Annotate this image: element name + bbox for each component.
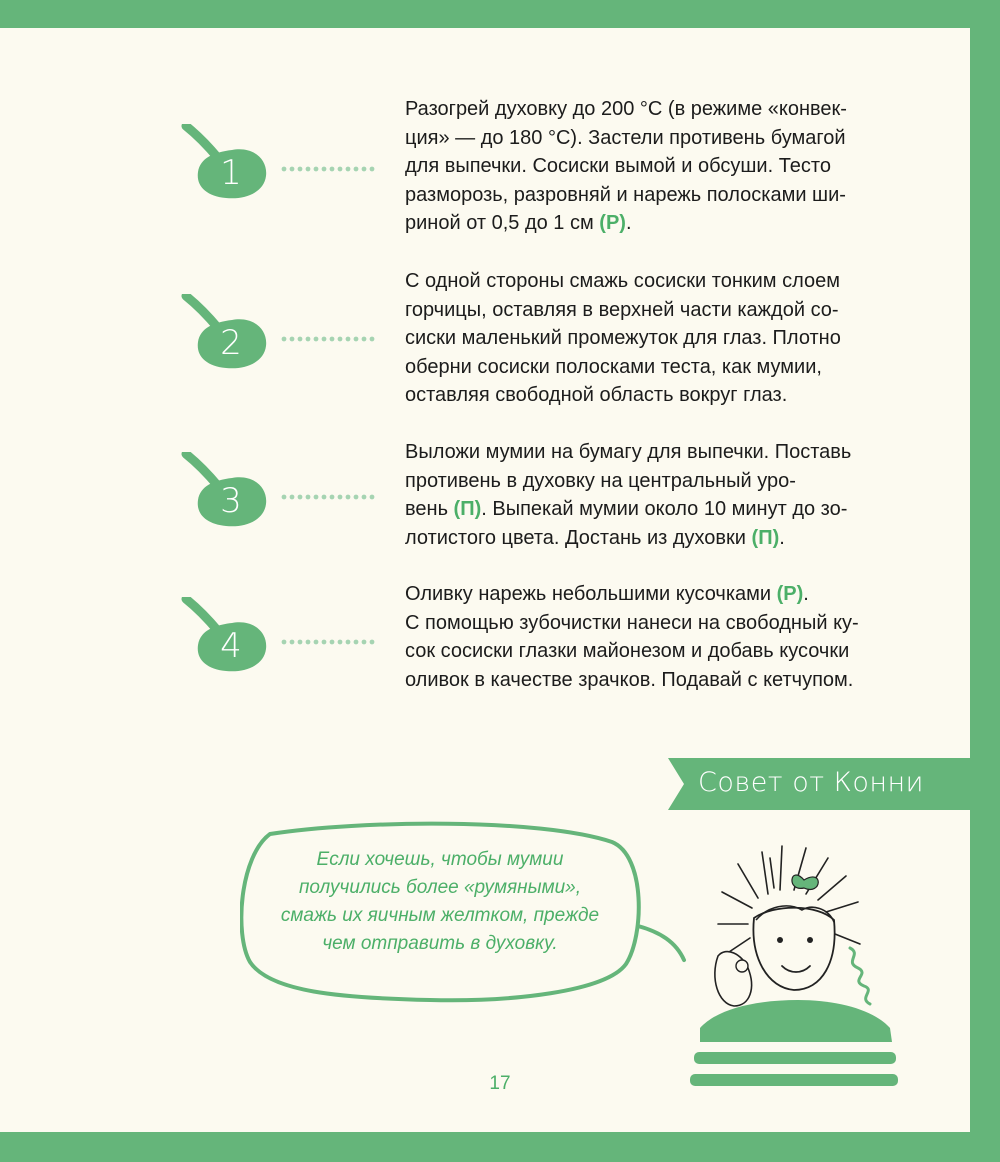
step-1-marker	[180, 124, 380, 214]
step-2-marker	[180, 294, 380, 384]
step-4-line: С помощью зубочистки нанеси на свободный ку-	[405, 611, 859, 634]
step-3-ref: (П)	[751, 526, 780, 549]
step-3-line: противень в духовку на центральный уро-	[405, 469, 796, 492]
tip-text	[250, 846, 630, 958]
step-4-number: 4	[220, 626, 242, 666]
step-3-line: вень	[405, 498, 454, 520]
step-1-line: риной от 0,5 до 1 см	[405, 212, 600, 234]
tip-title: Совет от Конни	[698, 767, 924, 798]
step-4-ref: (Р)	[776, 583, 804, 605]
step-1-line: Разогрей духовку до 200 °С (в режиме «конвек-	[405, 98, 847, 120]
step-2-text	[405, 267, 895, 410]
step-4-line: оливок в качестве зрачков. Подавай с кетчупом.	[405, 668, 854, 691]
tip-line: Если хочешь, чтобы мумии	[316, 849, 564, 870]
step-3-line-end: .	[779, 526, 785, 549]
step-3-ref: (П)	[453, 498, 482, 520]
step-2-line: горчицы, оставляя в верхней части каждой со-	[405, 298, 839, 321]
tip-speech-bubble	[240, 816, 690, 1016]
girl-illustration-icon	[678, 828, 918, 1098]
book-page	[0, 28, 970, 1132]
connie-illustration	[678, 828, 918, 1098]
step-2-line: оставляя свободной область вокруг глаз.	[405, 384, 788, 406]
step-2-line: сиски маленький промежуток для глаз. Плотно	[405, 327, 841, 349]
step-3-marker	[180, 452, 380, 542]
step-2-line: оберни сосиски полосками теста, как мумии,	[405, 355, 822, 378]
step-1-line: для выпечки. Сосиски вымой и обсуши. Тесто	[405, 155, 831, 177]
step-4-line-end: .	[803, 583, 809, 605]
tip-banner	[668, 758, 970, 810]
step-3-text	[405, 438, 895, 552]
step-4-text	[405, 580, 895, 694]
step-2-number: 2	[220, 323, 242, 363]
step-1-number: 1	[220, 153, 242, 193]
step-3-number: 3	[220, 481, 242, 521]
step-3-line: Выложи мумии на бумагу для выпечки. Поставь	[405, 441, 852, 463]
step-4-line: сок сосиски глазки майонезом и добавь кусочки	[405, 640, 850, 662]
page-number: 17	[489, 1073, 511, 1094]
step-1-line: ция» — до 180 °С). Застели противень бумагой	[405, 126, 846, 149]
step-1-line-end: .	[625, 212, 632, 234]
tip-line: чем отправить в духовку.	[322, 933, 558, 954]
tip-line: смажь их яичным желтком, прежде	[280, 905, 600, 926]
step-3-line: . Выпекай мумии около 10 минут до зо-	[481, 498, 848, 520]
step-1-ref: (Р)	[599, 212, 626, 234]
step-1-text	[405, 95, 895, 238]
step-1-line: разморозь, разровняй и нарежь полосками ши-	[405, 183, 846, 206]
step-4-marker	[180, 597, 380, 687]
step-2-line: С одной стороны смажь сосиски тонким слоем	[405, 270, 840, 292]
step-4-line: Оливку нарежь небольшими кусочками	[405, 583, 777, 605]
tip-line: получились более «румяными»,	[298, 877, 582, 898]
step-3-line: лотистого цвета. Достань из духовки	[405, 526, 752, 549]
